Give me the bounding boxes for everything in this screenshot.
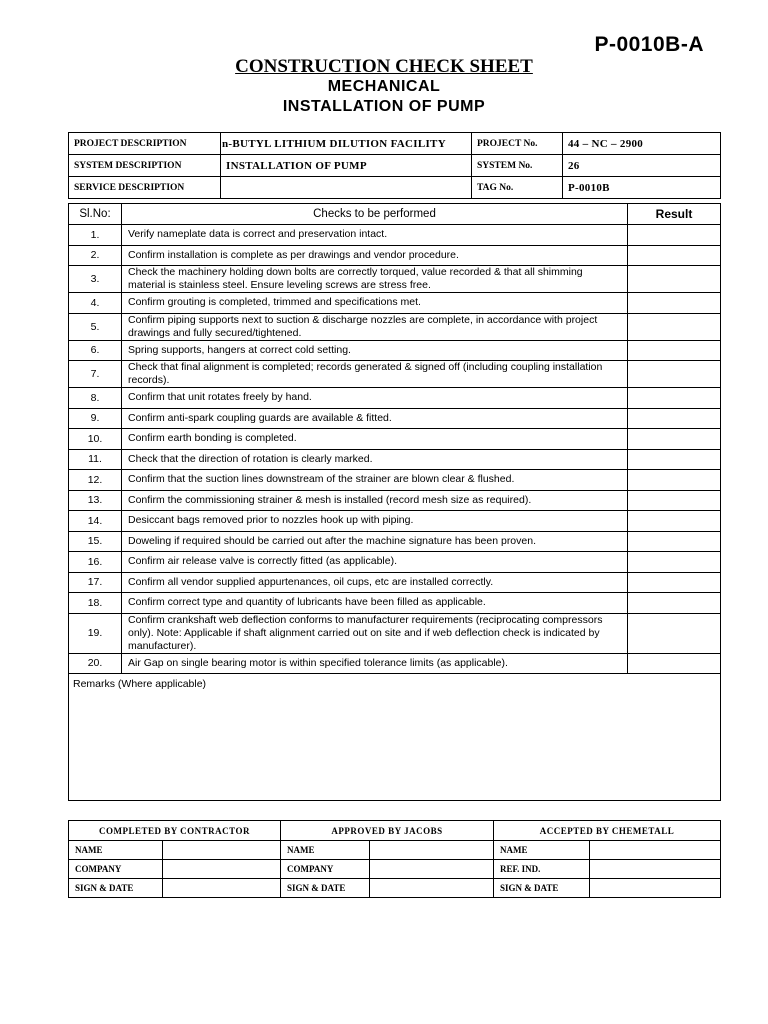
check-row [69, 361, 721, 388]
check-row [69, 552, 721, 573]
check-description: Desiccant bags removed prior to nozzles hook up with piping. [122, 511, 628, 532]
check-row [69, 245, 721, 266]
check-number: 14. [69, 511, 122, 532]
column-header-number: Sl.No: [69, 204, 122, 225]
check-description: Confirm installation is complete as per drawings and vendor procedure. [122, 245, 628, 266]
check-number: 12. [69, 470, 122, 491]
check-result-field[interactable] [628, 266, 721, 293]
page-title: CONSTRUCTION CHECK SHEET [235, 56, 533, 77]
info-row-system [69, 155, 721, 177]
check-description: Confirm the commissioning strainer & mesh is installed (record mesh size as required). [122, 490, 628, 511]
check-number: 9. [69, 408, 122, 429]
title-block [0, 56, 768, 118]
check-description: Air Gap on single bearing motor is within specified tolerance limits (as applicable). [122, 653, 628, 674]
chemetall-name-field[interactable] [590, 841, 721, 860]
check-number: 3. [69, 266, 122, 293]
check-row [69, 340, 721, 361]
chemetall-sign-date-label: SIGN & DATE [494, 879, 590, 898]
jacobs-sign-date-field[interactable] [370, 879, 494, 898]
check-result-field[interactable] [628, 293, 721, 314]
check-number: 18. [69, 593, 122, 614]
check-row [69, 313, 721, 340]
check-row [69, 429, 721, 450]
service-description-value[interactable] [221, 177, 472, 199]
tag-no-value: P-0010B [563, 177, 721, 199]
check-description: Confirm correct type and quantity of lubricants have been filled as applicable. [122, 593, 628, 614]
check-number: 10. [69, 429, 122, 450]
remarks-label: Remarks (Where applicable) [73, 678, 207, 690]
approved-by-jacobs-header: APPROVED BY JACOBS [281, 821, 494, 841]
check-row [69, 266, 721, 293]
signoff-header-row [69, 821, 721, 841]
check-result-field[interactable] [628, 511, 721, 532]
check-row [69, 511, 721, 532]
checks-header-row [69, 204, 721, 225]
check-number: 16. [69, 552, 122, 573]
check-number: 8. [69, 388, 122, 409]
check-result-field[interactable] [628, 245, 721, 266]
chemetall-ref-ind-label: REF. IND. [494, 860, 590, 879]
signoff-row-company [69, 860, 721, 879]
check-row [69, 388, 721, 409]
check-result-field[interactable] [628, 388, 721, 409]
check-description: Check that final alignment is completed; records generated & signed off (including coupling installation records). [122, 361, 628, 388]
remarks-row [69, 674, 721, 801]
check-row [69, 225, 721, 246]
column-header-check: Checks to be performed [122, 204, 628, 225]
contractor-company-label: COMPANY [69, 860, 163, 879]
check-row [69, 593, 721, 614]
signoff-row-name [69, 841, 721, 860]
check-result-field[interactable] [628, 408, 721, 429]
check-description: Confirm earth bonding is completed. [122, 429, 628, 450]
checks-table [68, 203, 721, 801]
info-row-service [69, 177, 721, 199]
check-result-field[interactable] [628, 429, 721, 450]
check-result-field[interactable] [628, 572, 721, 593]
contractor-sign-date-label: SIGN & DATE [69, 879, 163, 898]
chemetall-ref-ind-field[interactable] [590, 860, 721, 879]
system-no-label: SYSTEM No. [472, 155, 563, 177]
check-row [69, 490, 721, 511]
check-result-field[interactable] [628, 449, 721, 470]
check-description: Confirm that the suction lines downstream of the strainer are blown clear & flushed. [122, 470, 628, 491]
check-result-field[interactable] [628, 470, 721, 491]
check-result-field[interactable] [628, 490, 721, 511]
check-number: 13. [69, 490, 122, 511]
check-row [69, 449, 721, 470]
check-number: 7. [69, 361, 122, 388]
check-description: Check the machinery holding down bolts are correctly torqued, value recorded & that all shimming material is stainless steel. Ensure leveling screws are stress free. [122, 266, 628, 293]
check-result-field[interactable] [628, 361, 721, 388]
page-subtitle-activity: INSTALLATION OF PUMP [282, 98, 486, 115]
check-number: 11. [69, 449, 122, 470]
signoff-table [68, 820, 721, 898]
check-result-field[interactable] [628, 552, 721, 573]
project-description-value: n-BUTYL LITHIUM DILUTION FACILITY [221, 133, 472, 155]
check-number: 1. [69, 225, 122, 246]
check-result-field[interactable] [628, 313, 721, 340]
info-row-project [69, 133, 721, 155]
check-number: 5. [69, 313, 122, 340]
jacobs-company-field[interactable] [370, 860, 494, 879]
check-result-field[interactable] [628, 593, 721, 614]
jacobs-sign-date-label: SIGN & DATE [281, 879, 370, 898]
check-row [69, 293, 721, 314]
remarks-field[interactable] [69, 674, 721, 801]
jacobs-company-label: COMPANY [281, 860, 370, 879]
contractor-sign-date-field[interactable] [163, 879, 281, 898]
column-header-result: Result [628, 204, 721, 225]
project-no-label: PROJECT No. [472, 133, 563, 155]
contractor-name-label: NAME [69, 841, 163, 860]
signoff-row-sign-date [69, 879, 721, 898]
system-description-label: SYSTEM DESCRIPTION [69, 155, 221, 177]
check-number: 2. [69, 245, 122, 266]
check-number: 20. [69, 653, 122, 674]
completed-by-contractor-header: COMPLETED BY CONTRACTOR [69, 821, 281, 841]
accepted-by-chemetall-header: ACCEPTED BY CHEMETALL [494, 821, 721, 841]
check-number: 6. [69, 340, 122, 361]
check-result-field[interactable] [628, 340, 721, 361]
check-row [69, 408, 721, 429]
system-no-value: 26 [563, 155, 721, 177]
check-result-field[interactable] [628, 531, 721, 552]
check-result-field[interactable] [628, 613, 721, 653]
check-row [69, 653, 721, 674]
check-row [69, 470, 721, 491]
check-description: Confirm crankshaft web deflection conforms to manufacturer requirements (reciprocating compressors only). Note: Applicable if shaft alignment carried out on site and if web deflection check is indicated by manufacturer). [122, 613, 628, 653]
contractor-company-field[interactable] [163, 860, 281, 879]
check-description: Confirm air release valve is correctly fitted (as applicable). [122, 552, 628, 573]
check-description: Doweling if required should be carried out after the machine signature has been proven. [122, 531, 628, 552]
chemetall-sign-date-field[interactable] [590, 879, 721, 898]
check-description: Confirm all vendor supplied appurtenances, oil cups, etc are installed correctly. [122, 572, 628, 593]
document-code: P-0010B-A [594, 33, 704, 56]
check-description: Check that the direction of rotation is clearly marked. [122, 449, 628, 470]
jacobs-name-field[interactable] [370, 841, 494, 860]
check-number: 15. [69, 531, 122, 552]
page-subtitle-discipline: MECHANICAL [327, 78, 441, 95]
check-description: Spring supports, hangers at correct cold setting. [122, 340, 628, 361]
service-description-label: SERVICE DESCRIPTION [69, 177, 221, 199]
project-no-value: 44 – NC – 2900 [563, 133, 721, 155]
check-number: 17. [69, 572, 122, 593]
project-info-table [68, 132, 721, 199]
check-number: 19. [69, 613, 122, 653]
check-description: Confirm that unit rotates freely by hand. [122, 388, 628, 409]
check-description: Confirm piping supports next to suction & discharge nozzles are complete, in accordance with project drawings and fully secured/tightened. [122, 313, 628, 340]
tag-no-label: TAG No. [472, 177, 563, 199]
check-row [69, 572, 721, 593]
check-row [69, 613, 721, 653]
check-description: Confirm anti-spark coupling guards are available & fitted. [122, 408, 628, 429]
check-result-field[interactable] [628, 653, 721, 674]
check-description: Verify nameplate data is correct and preservation intact. [122, 225, 628, 246]
check-row [69, 531, 721, 552]
check-number: 4. [69, 293, 122, 314]
check-result-field[interactable] [628, 225, 721, 246]
project-description-label: PROJECT DESCRIPTION [69, 133, 221, 155]
check-description: Confirm grouting is completed, trimmed and specifications met. [122, 293, 628, 314]
system-description-value: INSTALLATION OF PUMP [221, 155, 472, 177]
contractor-name-field[interactable] [163, 841, 281, 860]
jacobs-name-label: NAME [281, 841, 370, 860]
chemetall-name-label: NAME [494, 841, 590, 860]
